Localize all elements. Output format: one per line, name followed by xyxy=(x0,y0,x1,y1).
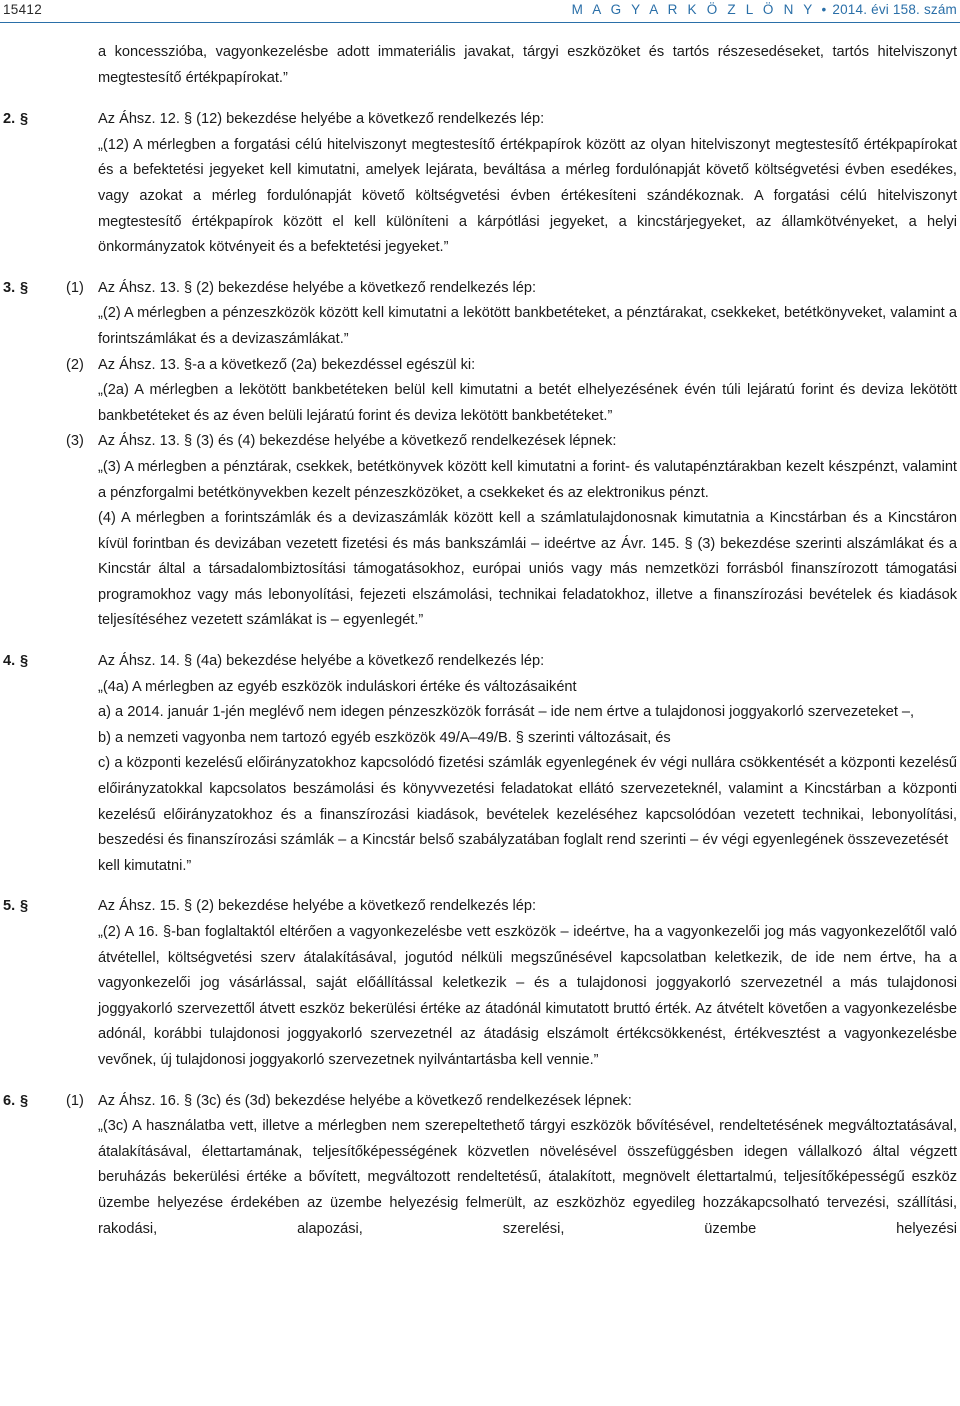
subsection-2 xyxy=(0,353,960,430)
section-intro: Az Áhsz. 14. § (4a) bekezdése helyébe a következő rendelkezés lép: xyxy=(98,653,545,670)
list-item-b: b) a nemzeti vagyonba nem tartozó egyéb eszközök 49/A–49/B. § szerinti változásait, és xyxy=(98,729,671,746)
subsection-number: (1) xyxy=(66,279,84,296)
amendment-text: „(3c) A használatba vett, illetve a mérlegben nem szerepeltethető tárgyi eszközök bővítésével, rendeltetésének megváltoztatásával, átalakításával, élettartamának, teljesítőképességének közvetlen növelésével összefüggésben idegen vállalkozó által végzett beruházás bekerülési értéke a bővített, megváltozott rendeltetésű, átalakított, megnövelt élettartalmú, teljesítőképességű eszköz üzembe helyezése érdekében az üzembe helyezésig felmerült, az eszközhöz egyedileg hozzákapcsolható tervezési, szállítási, rakodási, alapozási, szerelési, üzembe helyezési xyxy=(98,1118,957,1237)
amendment-text: „(12) A mérlegben a forgatási célú hitelviszonyt megtestesítő értékpapírok között az olyan hitelviszonyt megtestesítő értékpapírokat és a befektetési jegyeket kell kimutatni, amelyek lejárata, beváltása a mérleg fordulónapját követő költségvetési évben esedékes, vagy azokat a mérleg fordulónapját követő költségvetési évben értékesíteni szándékoznak. A forgatási célú hitelviszonyt megtestesítő értékpapírok között el kell különíteni a kárpótlási jegyeket, a kincstárjegyeket, az államkötvényeket, a helyi önkormányzatok kötvényeit és a befektetési jegyeket.” xyxy=(98,136,957,256)
section-intro: Az Áhsz. 12. § (12) bekezdése helyébe a következő rendelkezés lép: xyxy=(98,111,545,128)
header-rule xyxy=(0,22,960,23)
subsection-1 xyxy=(0,276,960,353)
amendment-text: „(2a) A mérlegben a lekötött bankbetéteken belül kell kimutatni a betét elhelyezésének évén túli lejáratú forint és deviza lekötött bankbetéteket és az éven belüli lejáratú forint és deviza lekötött bankbetéteket.” xyxy=(98,382,957,424)
amendment-text: „(4a) A mérlegben az egyéb eszközök induláskori értéke és változásaiként xyxy=(98,678,577,695)
subsection-intro: Az Áhsz. 13. §-a a következő (2a) bekezdéssel egészül ki: xyxy=(98,356,476,373)
amendment-text: „(2) A mérlegben a pénzeszközök között kell kimutatni a lekötött bankbetéteket, a pénztárakat, csekkeket, betétkönyveket, valamint a forintszámlákat és a devizaszámlákat.” xyxy=(98,305,957,347)
subsection-1 xyxy=(0,1089,960,1243)
continuation-paragraph: a koncesszióba, vagyonkezelésbe adott immateriális javakat, tárgyi eszközöket és tartós részesedéseket, tartós hitelviszonyt megtestesítő értékpapírokat.” xyxy=(98,44,957,86)
subsection-intro: Az Áhsz. 16. § (3c) és (3d) bekezdése helyébe a következő rendelkezések lépnek: xyxy=(98,1092,632,1109)
subsection-3 xyxy=(0,429,960,634)
list-item-a: a) a 2014. január 1-jén meglévő nem idegen pénzeszközök forrását – ide nem értve a tulajdonosi joggyakorló szervezeteket –, xyxy=(98,704,915,721)
page-header xyxy=(0,0,960,24)
document-body xyxy=(0,40,960,1242)
section-2 xyxy=(0,107,960,261)
section-5 xyxy=(0,894,960,1073)
section-sign: § xyxy=(20,1092,29,1109)
subsection-number: (1) xyxy=(66,1092,84,1109)
subsection-intro: Az Áhsz. 13. § (2) bekezdése helyébe a következő rendelkezés lép: xyxy=(98,279,537,296)
section-sign: § xyxy=(20,653,29,670)
amendment-text: „(3) A mérlegben a pénztárak, csekkek, betétkönyvek között kell kimutatni a forint- és valutapénztárakban kezelt készpénzt, valamint a pénzforgalmi betétkönyvekben kezelt pénzeszközöket, a csekkeket és az elektronikus pénzt. xyxy=(98,458,957,501)
section-number: 2. xyxy=(3,111,16,128)
section-number: 4. xyxy=(3,653,16,670)
journal-info: M A G Y A R K Ö Z L Ö N Y • 2014. évi 158. szám xyxy=(571,2,957,17)
section-intro: Az Áhsz. 15. § (2) bekezdése helyébe a következő rendelkezés lép: xyxy=(98,898,537,915)
section-sign: § xyxy=(20,898,29,915)
closing-text: kell kimutatni.” xyxy=(98,857,192,874)
section-number: 3. xyxy=(3,279,16,296)
page-number: 15412 xyxy=(3,2,43,17)
journal-title: M A G Y A R K Ö Z L Ö N Y xyxy=(571,2,816,17)
issue-label: 2014. évi 158. szám xyxy=(832,2,957,17)
section-6 xyxy=(0,1089,960,1243)
amendment-text: „(2) A 16. §-ban foglaltaktól eltérően a vagyonkezelésbe vett eszközök – ideértve, ha a vagyonkezelői jog más vagyonkezelőtől való átvétellel, költségvetési szerv átalakításával, jogutód nélküli megszűnésével kapcsolatban keletkezik, de ide nem értve, ha a vagyonkezelői jog vásárlással, saját előállítással keletkezik – és a tulajdonosi joggyakorló szervezetnél a más tulajdonosi joggyakorló szervezettől átvett eszköz bekerülési értéke az átadónál kimutatott bruttó érték. Az átvételt követően a vagyonkezelésbe adónál, korábbi tulajdonosi joggyakorló szervezetnél az átadásig elszámolt értékcsökkenést, értékvesztést a vagyonkezelésbe vevőnek, új tulajdonosi joggyakorló szervezetnek nyilvántartásba kell vennie.” xyxy=(98,924,957,1068)
section-3 xyxy=(0,276,960,634)
subsection-number: (3) xyxy=(66,433,84,450)
subsection-number: (2) xyxy=(66,356,84,373)
section-4 xyxy=(0,649,960,879)
section-number: 5. xyxy=(3,898,16,915)
section-sign: § xyxy=(20,279,29,296)
section-sign: § xyxy=(20,111,29,128)
list-item-c: c) a központi kezelésű előirányzatokhoz kapcsolódó fizetési számlák egyenlegének év végi nullára csökkentését a központi kezelésű előirányzatokkal kapcsolatos beszámolási és könyvvezetési feladatokat ellátó szervezeteknél, valamint a Kincstárban a központi kezelésű előirányzatokhoz és a finanszírozási kiadások, bevételek kezeléséhez kapcsolódóan vezetett technikai, lebonyolítási, beszedési és finanszírozási számlák – a Kincstár belső szabályzatában foglalt rend szerinti – év végi egyenlegének összevezetését xyxy=(98,755,957,849)
subsection-intro: Az Áhsz. 13. § (3) és (4) bekezdése helyébe a következő rendelkezések lépnek: xyxy=(98,433,617,450)
amendment-text: (4) A mérlegben a forintszámlák és a devizaszámlák között kell a számlatulajdonosnak kimutatnia a Kincstárban és a Kincstáron kívül forintban és devizában vezetett fizetési és más bankszámlái – ideértve az Ávr. 145. § (3) bekezdése szerinti alszámlákat és a Kincstár által a társadalombiztosítási támogatásokhoz, európai uniós vagy más nemzetközi forrásból finanszírozott támogatási programokhoz vagy más lebonyolítási, fejezeti elszámolási, technikai feladatokhoz, illetve a finanszírozási bevételek és kiadások teljesítéséhez vezetett számlákat is – egyenlegét.” xyxy=(98,510,957,629)
section-number: 6. xyxy=(3,1092,16,1109)
